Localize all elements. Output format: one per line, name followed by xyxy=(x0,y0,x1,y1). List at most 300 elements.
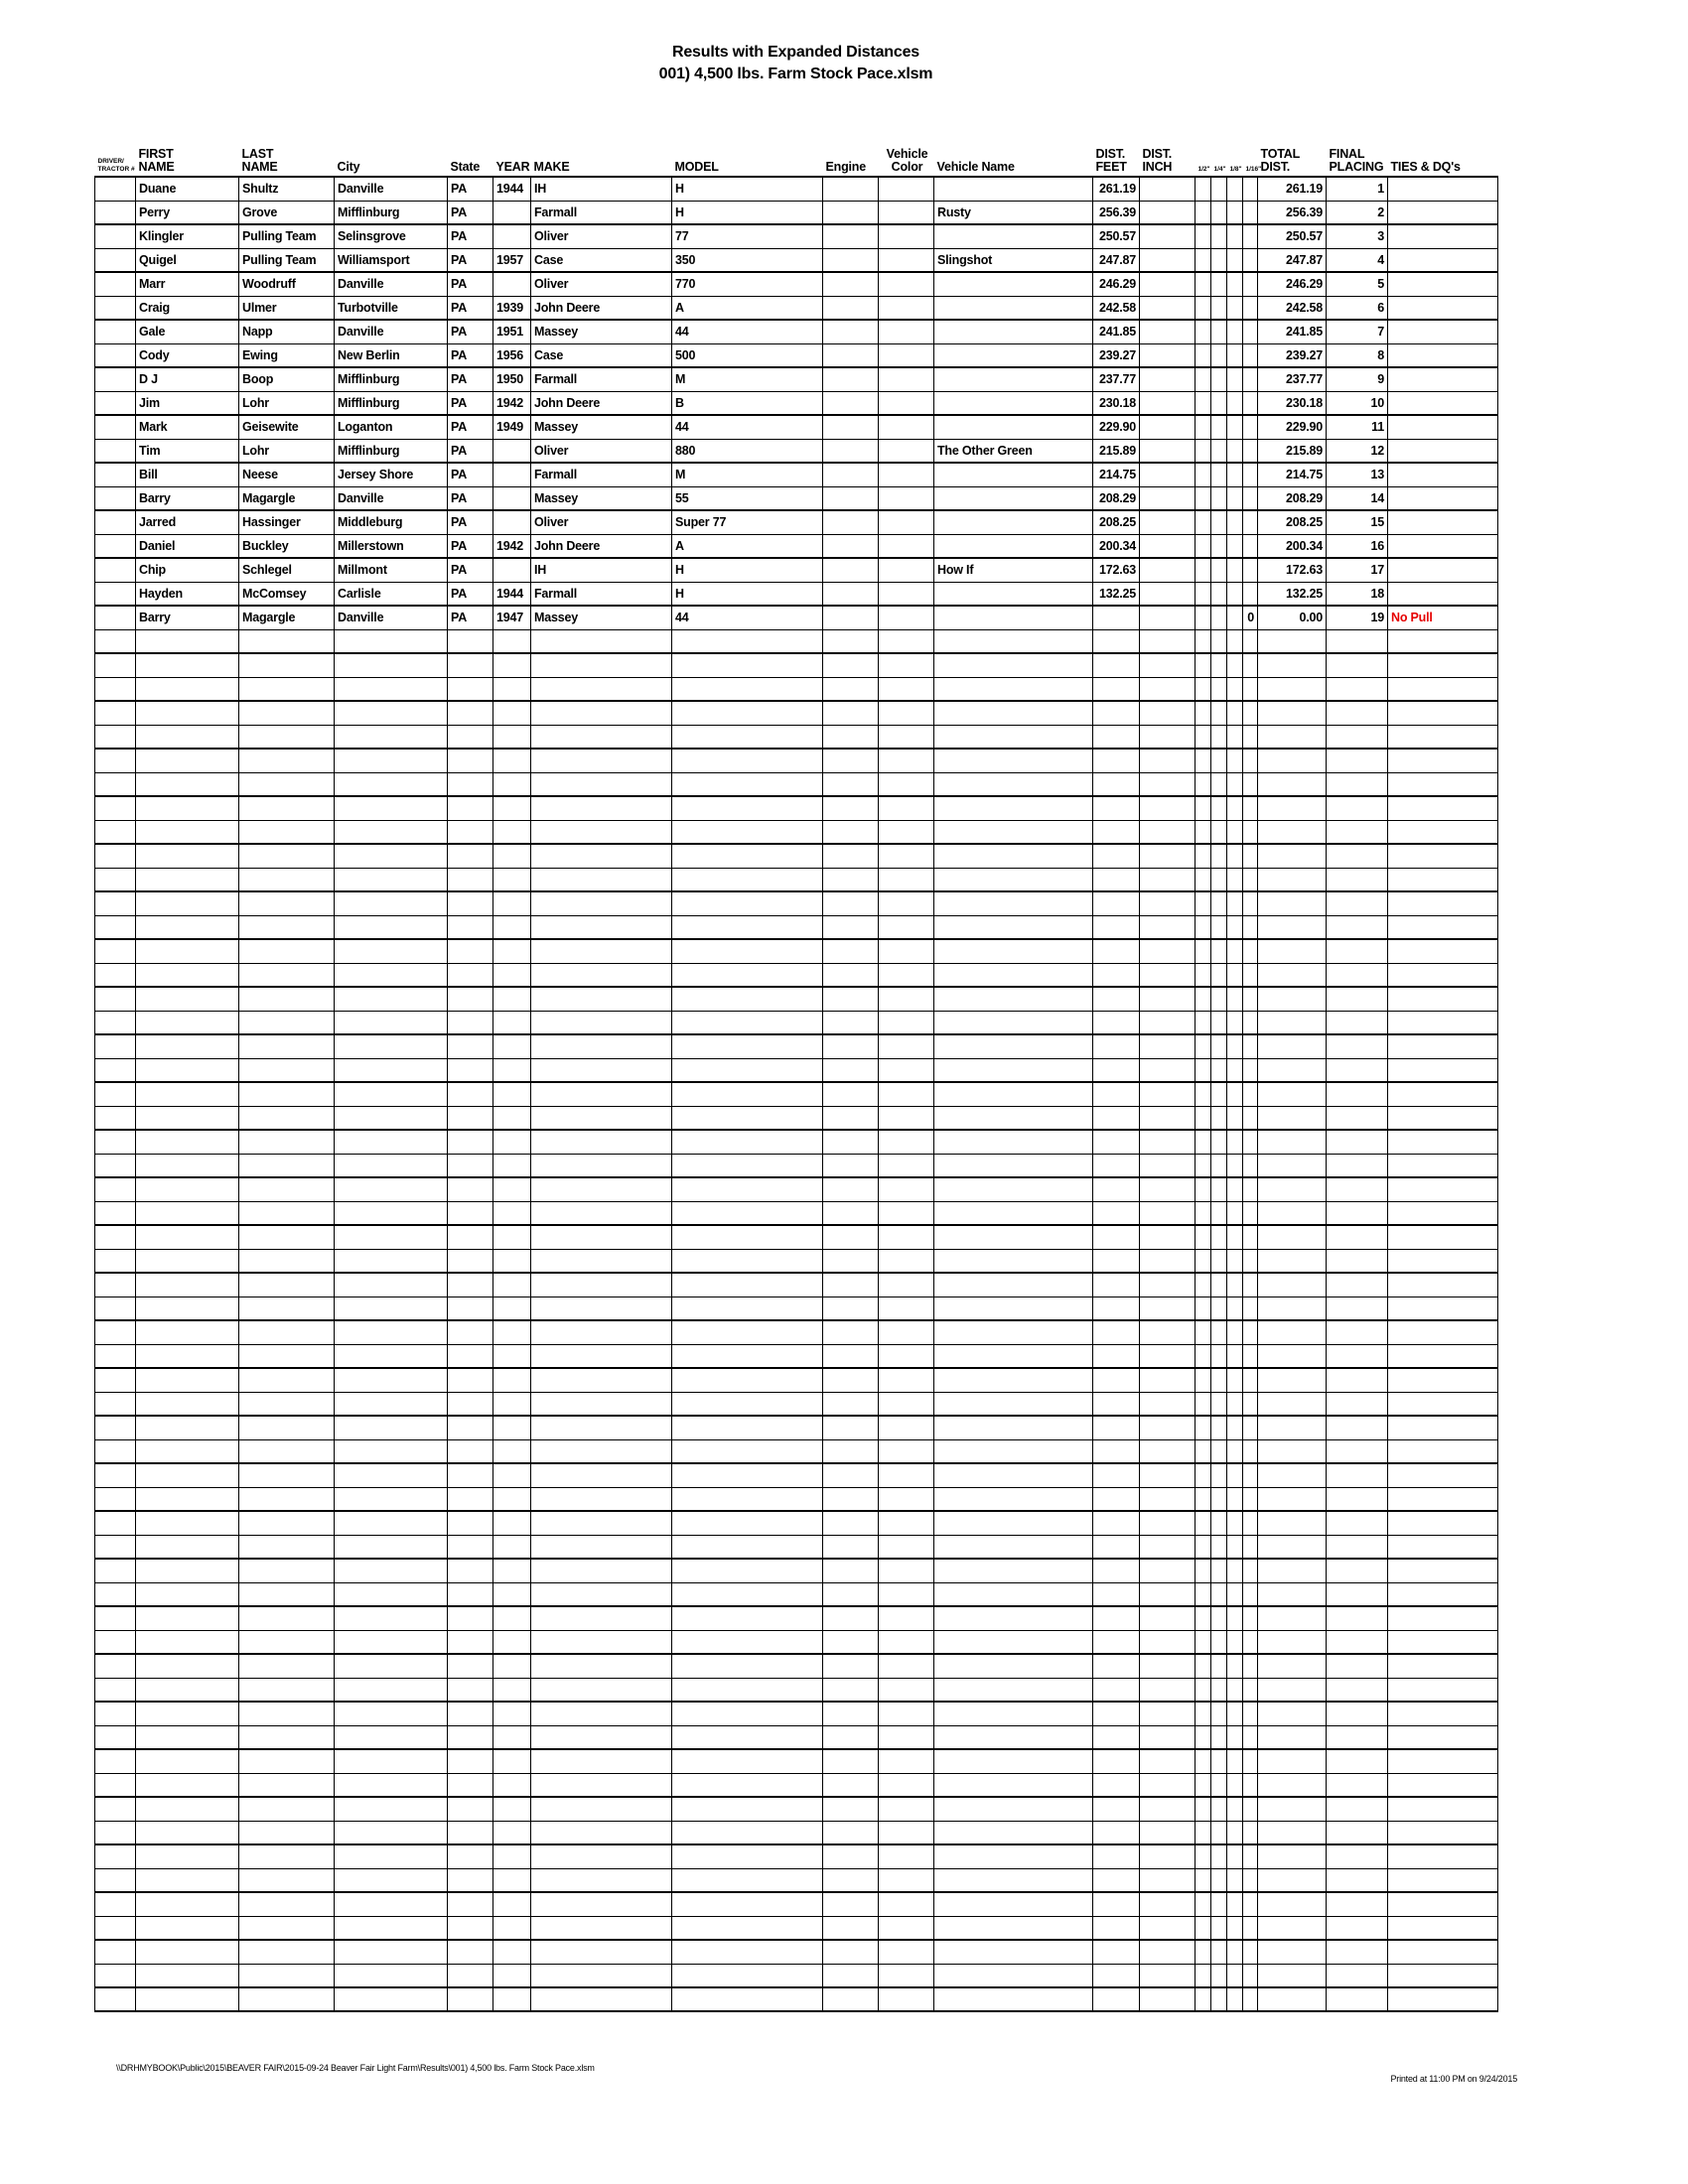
cell-state xyxy=(448,1511,493,1535)
cell-vehicle-color xyxy=(879,772,934,796)
cell-first-name xyxy=(136,1416,239,1439)
cell-model xyxy=(672,1916,823,1940)
cell-make: Oliver xyxy=(531,439,672,463)
cell-model: 55 xyxy=(672,486,823,510)
cell-engine xyxy=(823,177,879,201)
cell-half-inch xyxy=(1196,772,1211,796)
cell-engine xyxy=(823,1821,879,1844)
cell-quarter-inch xyxy=(1211,606,1227,629)
cell-vehicle-name xyxy=(934,415,1093,439)
cell-make xyxy=(531,1130,672,1154)
cell-dist-feet xyxy=(1093,1439,1140,1463)
cell-eighth-inch xyxy=(1227,1201,1243,1225)
cell-total-dist xyxy=(1258,653,1327,677)
cell-tractor-number xyxy=(95,1225,136,1249)
cell-total-dist xyxy=(1258,1654,1327,1678)
cell-dist-inch xyxy=(1140,1368,1196,1392)
empty-row xyxy=(95,1582,1498,1606)
cell-total-dist xyxy=(1258,701,1327,725)
cell-eighth-inch xyxy=(1227,296,1243,320)
cell-total-dist: 208.25 xyxy=(1258,510,1327,534)
cell-ties-dqs xyxy=(1388,1320,1498,1344)
cell-engine xyxy=(823,1916,879,1940)
cell-dist-inch xyxy=(1140,1177,1196,1201)
cell-vehicle-color xyxy=(879,1392,934,1416)
cell-eighth-inch xyxy=(1227,820,1243,844)
cell-vehicle-color xyxy=(879,963,934,987)
cell-year xyxy=(493,1535,531,1559)
table-row xyxy=(95,439,1498,463)
cell-model xyxy=(672,1606,823,1630)
cell-model xyxy=(672,1964,823,1987)
cell-state: PA xyxy=(448,177,493,201)
cell-sixteenth-inch xyxy=(1243,1821,1258,1844)
footer-file-path: \\DRHMYBOOK\Public\2015\BEAVER FAIR\2015-09-24 Beaver Fair Light Farm\Results\001) 4,500 lbs. Farm Stock Pace.xlsm xyxy=(116,2063,595,2073)
cell-vehicle-name xyxy=(934,1511,1093,1535)
cell-state xyxy=(448,1678,493,1702)
cell-sixteenth-inch xyxy=(1243,1439,1258,1463)
cell-vehicle-name xyxy=(934,1964,1093,1987)
cell-final-placing xyxy=(1327,1487,1388,1511)
cell-final-placing xyxy=(1327,1273,1388,1297)
cell-engine xyxy=(823,653,879,677)
cell-engine xyxy=(823,367,879,391)
cell-eighth-inch xyxy=(1227,939,1243,963)
cell-dist-inch xyxy=(1140,701,1196,725)
cell-state xyxy=(448,820,493,844)
cell-first-name xyxy=(136,844,239,868)
cell-vehicle-name xyxy=(934,1797,1093,1821)
cell-last-name xyxy=(239,629,335,653)
cell-half-inch xyxy=(1196,701,1211,725)
cell-year xyxy=(493,629,531,653)
cell-eighth-inch xyxy=(1227,1630,1243,1654)
cell-eighth-inch xyxy=(1227,725,1243,749)
cell-half-inch xyxy=(1196,1487,1211,1511)
cell-tractor-number xyxy=(95,1249,136,1273)
cell-last-name xyxy=(239,1797,335,1821)
cell-first-name xyxy=(136,1368,239,1392)
cell-engine xyxy=(823,939,879,963)
cell-first-name xyxy=(136,1987,239,2011)
cell-year xyxy=(493,963,531,987)
cell-tractor-number xyxy=(95,1821,136,1844)
cell-model xyxy=(672,1463,823,1487)
cell-dist-feet xyxy=(1093,1249,1140,1273)
cell-eighth-inch xyxy=(1227,629,1243,653)
cell-dist-inch xyxy=(1140,1749,1196,1773)
cell-total-dist xyxy=(1258,1249,1327,1273)
cell-make xyxy=(531,749,672,772)
cell-last-name xyxy=(239,1916,335,1940)
cell-dist-inch xyxy=(1140,749,1196,772)
cell-state xyxy=(448,844,493,868)
cell-tractor-number xyxy=(95,1392,136,1416)
cell-ties-dqs xyxy=(1388,1273,1498,1297)
table-row xyxy=(95,177,1498,201)
cell-tractor-number xyxy=(95,201,136,224)
cell-first-name xyxy=(136,1106,239,1130)
col-header-final-placing: FINAL PLACING xyxy=(1329,147,1384,174)
cell-quarter-inch xyxy=(1211,1678,1227,1702)
cell-city xyxy=(335,1702,448,1725)
cell-state xyxy=(448,1225,493,1249)
cell-vehicle-name xyxy=(934,224,1093,248)
cell-vehicle-color xyxy=(879,915,934,939)
cell-make: John Deere xyxy=(531,534,672,558)
cell-state xyxy=(448,1344,493,1368)
cell-vehicle-color xyxy=(879,1987,934,2011)
cell-model: 500 xyxy=(672,343,823,367)
cell-vehicle-color xyxy=(879,1368,934,1392)
cell-total-dist xyxy=(1258,1559,1327,1582)
cell-model: 44 xyxy=(672,606,823,629)
cell-first-name xyxy=(136,1297,239,1320)
cell-model xyxy=(672,1344,823,1368)
cell-total-dist xyxy=(1258,1916,1327,1940)
cell-make xyxy=(531,987,672,1011)
cell-vehicle-name xyxy=(934,1201,1093,1225)
cell-tractor-number xyxy=(95,1106,136,1130)
cell-vehicle-name xyxy=(934,1249,1093,1273)
cell-dist-feet: 247.87 xyxy=(1093,248,1140,272)
cell-tractor-number xyxy=(95,653,136,677)
cell-sixteenth-inch xyxy=(1243,749,1258,772)
cell-make xyxy=(531,1249,672,1273)
cell-sixteenth-inch xyxy=(1243,1559,1258,1582)
cell-dist-inch xyxy=(1140,1487,1196,1511)
cell-dist-inch xyxy=(1140,1916,1196,1940)
cell-dist-inch xyxy=(1140,1130,1196,1154)
cell-model xyxy=(672,1177,823,1201)
cell-vehicle-name xyxy=(934,725,1093,749)
cell-first-name: Jarred xyxy=(136,510,239,534)
cell-tractor-number xyxy=(95,1273,136,1297)
cell-sixteenth-inch xyxy=(1243,1940,1258,1964)
table-row xyxy=(95,320,1498,343)
cell-eighth-inch xyxy=(1227,1654,1243,1678)
cell-make xyxy=(531,677,672,701)
cell-vehicle-color xyxy=(879,1654,934,1678)
cell-total-dist xyxy=(1258,891,1327,915)
cell-make xyxy=(531,1177,672,1201)
cell-first-name xyxy=(136,1177,239,1201)
cell-final-placing xyxy=(1327,772,1388,796)
cell-tractor-number xyxy=(95,939,136,963)
cell-state xyxy=(448,1487,493,1511)
cell-total-dist: 256.39 xyxy=(1258,201,1327,224)
cell-engine xyxy=(823,558,879,582)
cell-ties-dqs xyxy=(1388,987,1498,1011)
cell-vehicle-name xyxy=(934,177,1093,201)
cell-last-name xyxy=(239,1058,335,1082)
cell-total-dist xyxy=(1258,1582,1327,1606)
cell-tractor-number xyxy=(95,272,136,296)
cell-year xyxy=(493,701,531,725)
cell-tractor-number xyxy=(95,701,136,725)
cell-make xyxy=(531,1844,672,1868)
cell-final-placing xyxy=(1327,1154,1388,1177)
cell-state xyxy=(448,1702,493,1725)
cell-first-name xyxy=(136,1130,239,1154)
cell-sixteenth-inch xyxy=(1243,1034,1258,1058)
cell-quarter-inch xyxy=(1211,201,1227,224)
cell-total-dist xyxy=(1258,1439,1327,1463)
cell-total-dist xyxy=(1258,939,1327,963)
cell-vehicle-name xyxy=(934,1487,1093,1511)
empty-row xyxy=(95,844,1498,868)
cell-final-placing xyxy=(1327,629,1388,653)
title-block xyxy=(94,42,1497,85)
cell-ties-dqs xyxy=(1388,1487,1498,1511)
cell-state xyxy=(448,749,493,772)
cell-quarter-inch xyxy=(1211,486,1227,510)
cell-total-dist: 250.57 xyxy=(1258,224,1327,248)
cell-city: Turbotville xyxy=(335,296,448,320)
cell-first-name xyxy=(136,939,239,963)
cell-year xyxy=(493,1154,531,1177)
cell-half-inch xyxy=(1196,343,1211,367)
cell-ties-dqs xyxy=(1388,1940,1498,1964)
cell-eighth-inch xyxy=(1227,343,1243,367)
cell-total-dist: 214.75 xyxy=(1258,463,1327,486)
cell-dist-feet xyxy=(1093,868,1140,891)
cell-final-placing: 1 xyxy=(1327,177,1388,201)
cell-ties-dqs xyxy=(1388,1011,1498,1034)
cell-sixteenth-inch: 0 xyxy=(1243,606,1258,629)
cell-sixteenth-inch xyxy=(1243,1106,1258,1130)
cell-ties-dqs xyxy=(1388,320,1498,343)
cell-half-inch xyxy=(1196,963,1211,987)
cell-state: PA xyxy=(448,343,493,367)
cell-eighth-inch xyxy=(1227,701,1243,725)
cell-dist-feet xyxy=(1093,1725,1140,1749)
cell-half-inch xyxy=(1196,606,1211,629)
cell-total-dist xyxy=(1258,1535,1327,1559)
cell-state xyxy=(448,1249,493,1273)
cell-state: PA xyxy=(448,439,493,463)
cell-ties-dqs xyxy=(1388,582,1498,606)
cell-engine xyxy=(823,772,879,796)
cell-make: Case xyxy=(531,343,672,367)
cell-model: M xyxy=(672,367,823,391)
cell-year xyxy=(493,201,531,224)
cell-dist-inch xyxy=(1140,1535,1196,1559)
cell-half-inch xyxy=(1196,1987,1211,2011)
cell-sixteenth-inch xyxy=(1243,1487,1258,1511)
cell-first-name xyxy=(136,1678,239,1702)
cell-dist-inch xyxy=(1140,463,1196,486)
cell-city xyxy=(335,629,448,653)
cell-final-placing xyxy=(1327,1439,1388,1463)
cell-first-name xyxy=(136,1082,239,1106)
cell-sixteenth-inch xyxy=(1243,677,1258,701)
cell-model xyxy=(672,1987,823,2011)
cell-dist-feet xyxy=(1093,1844,1140,1868)
cell-engine xyxy=(823,224,879,248)
cell-last-name xyxy=(239,1535,335,1559)
cell-ties-dqs xyxy=(1388,820,1498,844)
cell-make xyxy=(531,915,672,939)
empty-row xyxy=(95,1201,1498,1225)
cell-model: A xyxy=(672,296,823,320)
cell-half-inch xyxy=(1196,248,1211,272)
cell-dist-feet xyxy=(1093,820,1140,844)
cell-total-dist: 239.27 xyxy=(1258,343,1327,367)
cell-city xyxy=(335,1130,448,1154)
cell-state xyxy=(448,1582,493,1606)
cell-vehicle-color xyxy=(879,534,934,558)
cell-tractor-number xyxy=(95,391,136,415)
cell-tractor-number xyxy=(95,1034,136,1058)
cell-sixteenth-inch xyxy=(1243,1011,1258,1034)
empty-row xyxy=(95,1654,1498,1678)
cell-vehicle-name xyxy=(934,987,1093,1011)
cell-state xyxy=(448,796,493,820)
cell-state xyxy=(448,1892,493,1916)
cell-make xyxy=(531,772,672,796)
results-table xyxy=(94,133,1498,2012)
cell-ties-dqs xyxy=(1388,1344,1498,1368)
cell-engine xyxy=(823,1964,879,1987)
empty-row xyxy=(95,1249,1498,1273)
cell-last-name xyxy=(239,1702,335,1725)
cell-city: Danville xyxy=(335,272,448,296)
cell-ties-dqs xyxy=(1388,1082,1498,1106)
cell-vehicle-name xyxy=(934,1773,1093,1797)
cell-ties-dqs xyxy=(1388,1154,1498,1177)
cell-sixteenth-inch xyxy=(1243,510,1258,534)
cell-model: Super 77 xyxy=(672,510,823,534)
cell-total-dist xyxy=(1258,1868,1327,1892)
cell-make xyxy=(531,1344,672,1368)
cell-city: Danville xyxy=(335,320,448,343)
cell-city xyxy=(335,653,448,677)
cell-half-inch xyxy=(1196,1177,1211,1201)
cell-vehicle-color xyxy=(879,1034,934,1058)
empty-row xyxy=(95,939,1498,963)
cell-vehicle-name xyxy=(934,1678,1093,1702)
cell-quarter-inch xyxy=(1211,1702,1227,1725)
cell-sixteenth-inch xyxy=(1243,1249,1258,1273)
cell-quarter-inch xyxy=(1211,1344,1227,1368)
cell-eighth-inch xyxy=(1227,1368,1243,1392)
cell-vehicle-name xyxy=(934,296,1093,320)
cell-dist-feet xyxy=(1093,1559,1140,1582)
cell-final-placing: 3 xyxy=(1327,224,1388,248)
cell-dist-inch xyxy=(1140,296,1196,320)
cell-total-dist: 246.29 xyxy=(1258,272,1327,296)
cell-vehicle-name xyxy=(934,1106,1093,1130)
results-table-header-row xyxy=(95,133,1498,177)
cell-make: IH xyxy=(531,558,672,582)
cell-final-placing xyxy=(1327,1868,1388,1892)
col-header-total-dist: TOTAL DIST. xyxy=(1260,147,1301,174)
cell-total-dist: 242.58 xyxy=(1258,296,1327,320)
cell-dist-feet: 250.57 xyxy=(1093,224,1140,248)
cell-sixteenth-inch xyxy=(1243,796,1258,820)
cell-year xyxy=(493,1606,531,1630)
cell-tractor-number xyxy=(95,915,136,939)
cell-half-inch xyxy=(1196,1916,1211,1940)
cell-ties-dqs xyxy=(1388,963,1498,987)
cell-last-name xyxy=(239,1844,335,1868)
cell-model xyxy=(672,1416,823,1439)
cell-quarter-inch xyxy=(1211,1844,1227,1868)
cell-final-placing xyxy=(1327,915,1388,939)
cell-tractor-number xyxy=(95,248,136,272)
cell-dist-feet: 229.90 xyxy=(1093,415,1140,439)
cell-tractor-number xyxy=(95,1868,136,1892)
cell-engine xyxy=(823,201,879,224)
cell-half-inch xyxy=(1196,1821,1211,1844)
empty-row xyxy=(95,1034,1498,1058)
cell-half-inch xyxy=(1196,1392,1211,1416)
cell-dist-inch xyxy=(1140,1678,1196,1702)
cell-sixteenth-inch xyxy=(1243,1773,1258,1797)
cell-year xyxy=(493,558,531,582)
cell-make xyxy=(531,1201,672,1225)
cell-vehicle-color xyxy=(879,1797,934,1821)
cell-model xyxy=(672,1487,823,1511)
cell-first-name xyxy=(136,915,239,939)
cell-quarter-inch xyxy=(1211,1511,1227,1535)
cell-vehicle-name xyxy=(934,1058,1093,1082)
cell-year xyxy=(493,1987,531,2011)
cell-quarter-inch xyxy=(1211,439,1227,463)
cell-city xyxy=(335,1058,448,1082)
cell-first-name xyxy=(136,1892,239,1916)
cell-vehicle-color xyxy=(879,606,934,629)
cell-final-placing xyxy=(1327,749,1388,772)
cell-tractor-number xyxy=(95,486,136,510)
cell-sixteenth-inch xyxy=(1243,1392,1258,1416)
cell-make xyxy=(531,1916,672,1940)
cell-model xyxy=(672,987,823,1011)
cell-tractor-number xyxy=(95,1320,136,1344)
cell-sixteenth-inch xyxy=(1243,343,1258,367)
cell-vehicle-color xyxy=(879,1130,934,1154)
cell-total-dist xyxy=(1258,1201,1327,1225)
cell-tractor-number xyxy=(95,1154,136,1177)
cell-final-placing: 14 xyxy=(1327,486,1388,510)
cell-dist-feet xyxy=(1093,1892,1140,1916)
cell-tractor-number xyxy=(95,749,136,772)
cell-make xyxy=(531,1011,672,1034)
cell-tractor-number xyxy=(95,1487,136,1511)
col-header-ties-dqs: TIES & DQ's xyxy=(1390,160,1461,174)
cell-total-dist: 261.19 xyxy=(1258,177,1327,201)
cell-last-name xyxy=(239,1034,335,1058)
cell-eighth-inch xyxy=(1227,1535,1243,1559)
cell-first-name xyxy=(136,1511,239,1535)
cell-sixteenth-inch xyxy=(1243,1582,1258,1606)
cell-vehicle-name xyxy=(934,1130,1093,1154)
cell-ties-dqs xyxy=(1388,1058,1498,1082)
cell-make xyxy=(531,1654,672,1678)
cell-final-placing xyxy=(1327,1225,1388,1249)
cell-eighth-inch xyxy=(1227,439,1243,463)
cell-first-name xyxy=(136,1154,239,1177)
cell-make: Farmall xyxy=(531,367,672,391)
cell-dist-inch xyxy=(1140,1511,1196,1535)
cell-city: Mifflinburg xyxy=(335,391,448,415)
report-title: Results with Expanded Distances xyxy=(672,44,919,61)
cell-total-dist: 208.29 xyxy=(1258,486,1327,510)
cell-final-placing xyxy=(1327,725,1388,749)
cell-vehicle-name xyxy=(934,868,1093,891)
cell-vehicle-name xyxy=(934,1011,1093,1034)
